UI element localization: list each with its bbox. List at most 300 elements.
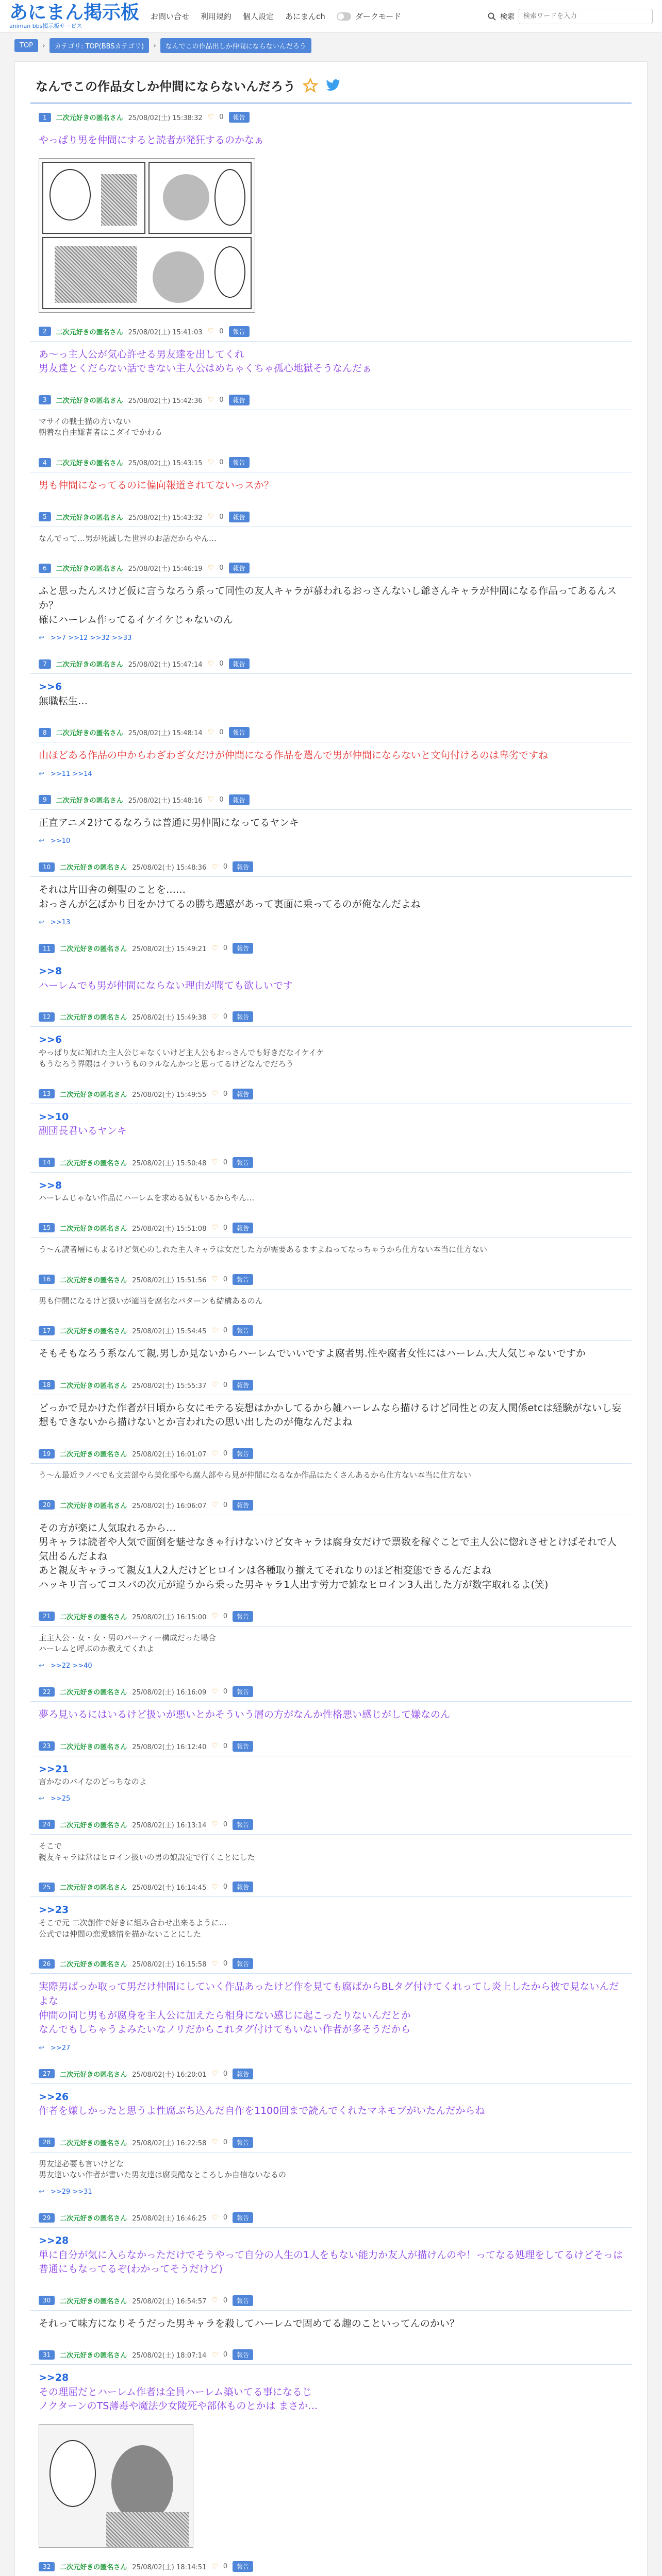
post-text-line: ふと思ったんスけど仮に言うなろう系って同性の友人キャラが慕われるおっさんないし爺さんキャラが仲間になる作品ってあるんスか？ — [39, 585, 617, 611]
post-text-line: なんでもしちゃうよみたいなノリだからこれタグ付けてもいない作者が多そうだから — [39, 2024, 411, 2036]
thumbs-up-icon[interactable]: ♡ — [211, 1090, 218, 1098]
post-header — [30, 1380, 632, 1395]
post-item — [30, 2069, 632, 2124]
post-number[interactable]: 30 — [39, 2296, 55, 2305]
post-item — [30, 2137, 632, 2199]
thumbs-up-icon[interactable]: ♡ — [211, 2070, 218, 2078]
like-count: 0 — [223, 2070, 228, 2078]
post-number[interactable]: 16 — [39, 1275, 55, 1284]
thumbs-up-icon[interactable]: ♡ — [211, 2350, 218, 2359]
post-header — [30, 457, 632, 472]
post-author: 二次元好きの匿名さん — [56, 730, 123, 738]
post-number[interactable]: 6 — [39, 564, 51, 573]
speech-bubble — [49, 169, 91, 221]
like-count: 0 — [223, 1883, 228, 1891]
post-text-line: もうなろう界隈はイラいうものラルなんかつと思ってるけどなんでだろう — [39, 1059, 294, 1069]
post-author: 二次元好きの匿名さん — [56, 114, 123, 122]
thumbs-up-icon[interactable]: ♡ — [211, 1381, 218, 1389]
post-number[interactable]: 14 — [39, 1158, 55, 1167]
report-button[interactable]: 報告 — [233, 1380, 253, 1391]
like-count: 0 — [223, 1381, 228, 1389]
search-input[interactable] — [519, 9, 653, 24]
post-number[interactable]: 26 — [39, 1959, 55, 1969]
post-author: 二次元好きの匿名さん — [60, 1613, 127, 1621]
post-text-line: ハッキリ言ってコスパの次元が違うから乗った男キャラ1人出す労力で雑なヒロイン3人出した方が数字取れるよ(笑) — [39, 1579, 549, 1590]
post-date: 25/08/02(土) 16:54:57 — [132, 2297, 207, 2306]
post-text-line: 山ほどある作品の中からわざわざ女だけが仲間になる作品を選んで男が仲間にならないと文句付けるのは卑劣ですね — [39, 750, 549, 761]
post-date: 25/08/02(土) 15:50:48 — [132, 1159, 207, 1167]
post-date: 25/08/02(土) 15:43:32 — [128, 514, 203, 522]
report-button[interactable]: 報告 — [233, 1611, 253, 1622]
post-number[interactable]: 32 — [39, 2562, 55, 2571]
like-count: 0 — [219, 795, 224, 804]
report-button[interactable]: 報告 — [233, 1448, 253, 1459]
post-body — [30, 2314, 632, 2336]
thumbs-up-icon[interactable]: ♡ — [207, 396, 214, 404]
report-button[interactable]: 報告 — [233, 1819, 253, 1830]
report-button[interactable]: 報告 — [233, 1089, 253, 1099]
post-quote-link[interactable]: >>28 — [39, 2235, 69, 2247]
post-text-line: そもそもなろう系なんて親.男しか見ないからハーレムでいいですよ腐者男.性や腐者女性にはハーレム.大人気じゃないですか — [39, 1348, 586, 1360]
post-date: 25/08/02(土) 16:16:09 — [132, 1689, 207, 1697]
post-text-line: そこで元 二次創作で好きに組み合わせ出来るように… — [39, 1918, 227, 1927]
post-header — [30, 1741, 632, 1756]
post-text-line: それは片田舎の剣聖のことを…… — [39, 884, 186, 896]
report-button[interactable]: 報告 — [233, 1325, 253, 1336]
thumbs-up-icon[interactable]: ♡ — [211, 944, 218, 953]
post-item — [30, 1819, 632, 1869]
post-date: 25/08/02(土) 15:41:03 — [128, 328, 203, 336]
thumbs-up-icon[interactable]: ♡ — [211, 2138, 218, 2147]
post-header — [30, 1686, 632, 1702]
post-number[interactable]: 2 — [39, 327, 51, 336]
post-date: 25/08/02(土) 15:49:38 — [132, 1014, 207, 1022]
reply-links[interactable]: >>10 — [50, 837, 71, 845]
like-count: 0 — [223, 944, 228, 953]
dark-mode-control[interactable] — [337, 11, 401, 22]
report-button[interactable]: 報告 — [233, 1958, 253, 1969]
post-text-line: 男友達いない作者が書いた男友達は腐臭酷なところしか自信ないなるの — [39, 2170, 287, 2180]
post-text-line: ノクターンのTS薄毒や魔法少女陵死や部体ものとかは まさか… — [39, 2400, 318, 2412]
post-number[interactable]: 7 — [39, 659, 51, 669]
thumbs-up-icon[interactable]: ♡ — [211, 1224, 218, 1232]
post-body — [30, 1176, 632, 1209]
post-replies — [30, 768, 632, 781]
speech-bubble — [49, 2440, 96, 2507]
post-header — [30, 1819, 632, 1835]
post-author: 二次元好きの匿名さん — [60, 1014, 127, 1022]
nav-contact[interactable]: お問い合せ — [151, 12, 190, 21]
site-logo[interactable] — [9, 4, 139, 29]
post-quote-link[interactable]: >>23 — [39, 1904, 69, 1916]
like-count: 0 — [223, 1013, 228, 1021]
post-body — [30, 1900, 632, 1945]
like-count: 0 — [223, 2214, 228, 2222]
post-item — [30, 1448, 632, 1486]
report-button[interactable]: 報告 — [233, 1011, 253, 1022]
post-item — [30, 1157, 632, 1209]
post-number[interactable]: 15 — [39, 1223, 55, 1232]
like-count: 0 — [223, 1742, 228, 1750]
post-text-line: おっさんが乞ばかり目をかけてるの勝ち選感があって裏面に乗ってるのが俺なんだよね — [39, 898, 421, 910]
post-number[interactable]: 21 — [39, 1612, 55, 1621]
post-author: 二次元好きの匿名さん — [56, 397, 123, 405]
post-body — [30, 745, 632, 768]
like-count: 0 — [223, 2138, 228, 2146]
post-header — [30, 794, 632, 810]
post-date: 25/08/02(土) 15:49:21 — [132, 945, 207, 954]
like-count: 0 — [223, 1450, 228, 1458]
post-number[interactable]: 31 — [39, 2350, 55, 2360]
top-navbar — [0, 0, 662, 33]
post-item — [30, 2295, 632, 2336]
post-header — [30, 1500, 632, 1515]
thumbs-up-icon[interactable]: ♡ — [211, 1687, 218, 1696]
post-number[interactable]: 29 — [39, 2213, 55, 2223]
reply-links[interactable]: >>7 >>12 >>32 >>33 — [50, 634, 132, 642]
post-number[interactable]: 24 — [39, 1820, 55, 1829]
post-body — [30, 1241, 632, 1261]
post-author: 二次元好きの匿名さん — [60, 2215, 127, 2223]
report-button[interactable]: 報告 — [229, 563, 250, 573]
post-header — [30, 2295, 632, 2311]
post-item — [30, 395, 632, 444]
post-quote-link[interactable]: >>28 — [39, 2372, 69, 2384]
like-count: 0 — [219, 564, 224, 572]
post-header — [30, 1274, 632, 1290]
post-number[interactable]: 19 — [39, 1449, 55, 1459]
post-item — [30, 1500, 632, 1598]
thumbs-up-icon[interactable]: ♡ — [207, 327, 214, 336]
report-button[interactable]: 報告 — [233, 2137, 253, 2148]
post-number[interactable]: 25 — [39, 1883, 55, 1892]
post-body — [30, 476, 632, 498]
thumbs-up-icon[interactable]: ♡ — [207, 113, 214, 122]
report-button[interactable]: 報告 — [233, 2349, 253, 2360]
post-date: 25/08/02(土) 15:55:37 — [132, 1382, 207, 1390]
report-button[interactable]: 報告 — [229, 658, 250, 669]
post-text-line: 朝着な自由嫌者者はこダイでかわる — [39, 428, 162, 437]
thumbs-up-icon[interactable]: ♡ — [207, 795, 214, 804]
post-header — [30, 1089, 632, 1104]
report-button[interactable]: 報告 — [233, 1274, 253, 1285]
post-item — [30, 1958, 632, 2055]
thumbs-up-icon[interactable]: ♡ — [211, 1326, 218, 1335]
post-body — [30, 1838, 632, 1869]
report-button[interactable]: 報告 — [229, 457, 250, 468]
post-quote-link[interactable]: >>8 — [39, 1179, 62, 1191]
post-date: 25/08/02(土) 16:22:58 — [132, 2139, 207, 2147]
post-date: 25/08/02(土) 16:20:01 — [132, 2071, 207, 2079]
post-number[interactable]: 17 — [39, 1326, 55, 1335]
breadcrumb-thread[interactable]: なんでこの作品出しか仲間にならないんだろう — [160, 38, 311, 53]
manga-face — [153, 251, 204, 303]
reply-links[interactable]: >>13 — [50, 919, 71, 927]
post-number[interactable]: 5 — [39, 512, 51, 521]
post-quote-link[interactable]: >>6 — [39, 1034, 62, 1046]
post-body — [30, 581, 632, 632]
report-button[interactable]: 報告 — [233, 943, 253, 954]
post-date: 25/08/02(土) 16:13:14 — [132, 1821, 207, 1829]
breadcrumb-separator: › — [153, 41, 156, 50]
like-count: 0 — [223, 863, 228, 871]
post-body — [30, 1705, 632, 1727]
like-count: 0 — [223, 1960, 228, 1968]
post-text-line: う〜ん最近ラノベでも文芸部やら美化部やら腐人部やら見が仲間になるなか作品はたくさんあるから仕方ない本当に仕方ない — [39, 1470, 471, 1480]
post-item — [30, 1882, 632, 1945]
post-text-line: 無職転生… — [39, 695, 88, 707]
post-quote-link[interactable]: >>26 — [39, 2091, 69, 2103]
post-author: 二次元好きの匿名さん — [56, 460, 123, 468]
thumbs-up-icon[interactable]: ♡ — [207, 728, 214, 737]
post-date: 25/08/02(土) 15:46:19 — [128, 565, 203, 573]
reply-icon: ↩ — [39, 919, 44, 927]
post-text-line: 正直アニメ2けてるなろうは普通に男仲間になってるヤンキ — [39, 817, 299, 828]
thumbs-up-icon[interactable]: ♡ — [211, 1820, 218, 1829]
post-text-line: ハーレムと呼ぶのか教えてくれよ — [39, 1644, 155, 1654]
post-number[interactable]: 10 — [39, 862, 55, 872]
post-author: 二次元好きの匿名さん — [60, 1821, 127, 1829]
thumbs-up-icon[interactable]: ♡ — [211, 2213, 218, 2222]
post-date: 25/08/02(土) 16:14:45 — [132, 1884, 207, 1892]
post-text-line: 公式では仲間の恋愛感情を描かないことにした — [39, 1929, 202, 1939]
post-text-line: 確にハーレム作ってるイケイケじゃないのん — [39, 614, 233, 625]
favorite-star-icon[interactable] — [303, 78, 318, 93]
post-quote-link[interactable]: >>21 — [39, 1763, 69, 1775]
reply-icon: ↩ — [39, 770, 44, 778]
thumbs-up-icon[interactable]: ♡ — [211, 1742, 218, 1751]
post-header — [30, 1223, 632, 1238]
post-number[interactable]: 8 — [39, 728, 51, 737]
thumbs-up-icon[interactable]: ♡ — [207, 659, 214, 668]
nav-terms[interactable]: 利用規約 — [201, 12, 232, 21]
manga-shading — [55, 246, 137, 303]
like-count: 0 — [219, 459, 224, 467]
report-button[interactable]: 報告 — [233, 1500, 253, 1511]
report-button[interactable]: 報告 — [229, 794, 250, 805]
like-count: 0 — [223, 2351, 228, 2359]
post-item — [30, 1089, 632, 1144]
post-author: 二次元好きの匿名さん — [60, 1328, 127, 1336]
post-text-line: 親友キャラは常はヒロイン扱いの男の娘設定で行くことにした — [39, 1852, 255, 1862]
post-text-line: どっかで見かけた作者が日頃から女にモテる妄想はかかしてるから雑ハーレムなら描けるけど同性との友人関係etcは経験がないし妄想もできないから描けないとか言われたの思い出したのが俺なんだよね — [39, 1402, 622, 1428]
post-quote-link[interactable]: >>6 — [39, 681, 62, 693]
post-header — [30, 2212, 632, 2228]
post-body — [30, 2231, 632, 2282]
post-number[interactable]: 3 — [39, 395, 51, 404]
reply-links[interactable]: >>25 — [50, 1794, 71, 1803]
post-date: 25/08/02(土) 16:15:00 — [132, 1613, 207, 1621]
breadcrumb-separator: › — [42, 41, 45, 50]
post-author: 二次元好きの匿名さん — [60, 2352, 127, 2360]
post-text-line: あ〜っ主人公が気心許せる男友達を出してくれ — [39, 348, 245, 360]
logo-title[interactable]: あにまん掲示板 — [9, 2, 140, 23]
post-body — [30, 1977, 632, 2042]
post-number[interactable]: 11 — [39, 944, 55, 953]
post-text-line: 夢ろ見いるにはいるけど扱いが悪いとかそういう層の方がなんか性格悪い感じがして嫌なのん — [39, 1709, 451, 1721]
thumbs-up-icon[interactable]: ♡ — [207, 458, 214, 467]
report-button[interactable]: 報告 — [233, 861, 253, 872]
thumbs-up-icon[interactable]: ♡ — [211, 1275, 218, 1284]
post-body — [30, 880, 632, 917]
post-item — [30, 794, 632, 849]
report-button[interactable]: 報告 — [229, 395, 250, 405]
post-body — [30, 1030, 632, 1075]
manga-shading — [101, 174, 137, 226]
reply-links[interactable]: >>29 >>31 — [50, 2188, 92, 2196]
post-item — [30, 1274, 632, 1312]
post-header — [30, 1882, 632, 1897]
post-item — [30, 658, 632, 714]
post-header — [30, 2561, 632, 2576]
like-count: 0 — [219, 660, 224, 668]
post-date: 25/08/02(土) 15:48:36 — [132, 864, 207, 872]
post-body — [30, 677, 632, 714]
thumbs-up-icon[interactable]: ♡ — [211, 1883, 218, 1891]
thumbs-up-icon[interactable]: ♡ — [207, 564, 214, 572]
post-author: 二次元好きの匿名さん — [60, 1451, 127, 1459]
thumbs-up-icon[interactable]: ♡ — [207, 513, 214, 521]
post-item — [30, 1741, 632, 1806]
like-count: 0 — [223, 1158, 228, 1166]
post-number[interactable]: 27 — [39, 2069, 55, 2078]
post-item — [30, 2561, 632, 2576]
thumbs-up-icon[interactable]: ♡ — [211, 2562, 218, 2571]
post-number[interactable]: 1 — [39, 113, 51, 122]
post-text-line: 仲間の同じ男もが腐身を主人公に加えたら相身にない感じに起こったりないんだとか — [39, 2009, 411, 2021]
report-button[interactable]: 報告 — [233, 2069, 253, 2079]
breadcrumb — [0, 33, 662, 58]
search-icon[interactable] — [488, 12, 496, 21]
post-author: 二次元好きの匿名さん — [60, 2564, 127, 2572]
post-date: 25/08/02(土) 15:47:14 — [128, 661, 203, 669]
post-body — [30, 345, 632, 381]
post-header — [30, 861, 632, 877]
post-number[interactable]: 28 — [39, 2138, 55, 2147]
report-button[interactable]: 報告 — [233, 2561, 253, 2572]
post-text-line: 言かなのバイなのどっちなのよ — [39, 1777, 147, 1787]
post-text-line: やっぱり男を仲間にすると読者が発狂するのかなぁ — [39, 134, 264, 146]
report-button[interactable]: 報告 — [229, 112, 250, 123]
post-header — [30, 658, 632, 674]
post-text-line: なんでって…男が死滅した世界のお話だからやん… — [39, 533, 217, 543]
post-author: 二次元好きの匿名さん — [56, 328, 123, 336]
manga-image[interactable] — [39, 2424, 193, 2548]
thumbs-up-icon[interactable]: ♡ — [211, 1449, 218, 1458]
post-number[interactable]: 13 — [39, 1089, 55, 1098]
post-date: 25/08/02(土) 15:38:32 — [128, 114, 203, 122]
post-author: 二次元好きの匿名さん — [60, 945, 127, 954]
post-number[interactable]: 18 — [39, 1380, 55, 1389]
manga-image[interactable] — [39, 158, 255, 313]
search-label: 検索 — [500, 12, 515, 21]
report-button[interactable]: 報告 — [229, 727, 250, 738]
thumbs-up-icon[interactable]: ♡ — [211, 862, 218, 871]
nav-animanch[interactable]: あにまんch — [285, 12, 325, 21]
speech-bubble — [214, 169, 245, 226]
post-body — [30, 530, 632, 550]
report-button[interactable]: 報告 — [233, 1741, 253, 1752]
report-button[interactable]: 報告 — [233, 2295, 253, 2306]
report-button[interactable]: 報告 — [233, 1686, 253, 1697]
post-number[interactable]: 4 — [39, 458, 51, 467]
post-header — [30, 1958, 632, 1974]
post-number[interactable]: 23 — [39, 1741, 55, 1751]
like-count: 0 — [223, 2296, 228, 2304]
post-body — [30, 813, 632, 836]
post-date: 25/08/02(土) 15:43:15 — [128, 460, 203, 468]
thumbs-up-icon[interactable]: ♡ — [211, 1612, 218, 1621]
post-date: 25/08/02(土) 16:01:07 — [132, 1451, 207, 1459]
search-area — [488, 9, 653, 24]
post-author: 二次元好きの匿名さん — [56, 796, 123, 805]
post-text-line: 主主人公・女・女・男のパーティー構成だった場合 — [39, 1633, 216, 1642]
report-button[interactable]: 報告 — [233, 1882, 253, 1892]
post-number[interactable]: 9 — [39, 795, 51, 804]
post-author: 二次元好きの匿名さん — [60, 1276, 127, 1284]
post-item — [30, 563, 632, 645]
thumbs-up-icon[interactable]: ♡ — [211, 1959, 218, 1968]
post-list — [30, 112, 632, 2576]
report-button[interactable]: 報告 — [233, 2212, 253, 2223]
post-number[interactable]: 22 — [39, 1687, 55, 1697]
post-quote-link[interactable]: >>10 — [39, 1111, 69, 1123]
report-button[interactable]: 報告 — [229, 512, 250, 522]
post-quote-link[interactable]: >>8 — [39, 965, 62, 977]
post-author: 二次元好きの匿名さん — [60, 1689, 127, 1697]
post-body — [30, 1107, 632, 1144]
post-number[interactable]: 12 — [39, 1012, 55, 1022]
post-text-line: う〜ん読者層にもよるけど気心のしれた主人キャラは女だした方が需要あるますよねってなっちゃうから仕方ない本当に仕方ない — [39, 1244, 488, 1254]
report-button[interactable]: 報告 — [233, 1223, 253, 1233]
post-date: 25/08/02(土) 18:07:14 — [132, 2352, 207, 2360]
nav-settings[interactable]: 個人設定 — [243, 12, 274, 21]
post-item — [30, 2212, 632, 2282]
like-count: 0 — [219, 113, 224, 121]
thumbs-up-icon[interactable]: ♡ — [211, 2296, 218, 2305]
post-number[interactable]: 20 — [39, 1500, 55, 1510]
thumbs-up-icon[interactable]: ♡ — [211, 1501, 218, 1510]
breadcrumb-top[interactable]: TOP — [14, 39, 38, 52]
breadcrumb-category[interactable]: カテゴリ: TOP(BBSカテゴリ) — [49, 38, 150, 53]
post-text-line: マサイの戦士猫の方いない — [39, 416, 131, 426]
post-text-line: 単に自分が気に入らなかっただけでそうやって自分の人生の1人をもない能力か友人が描けんのや！ってなる処理をしてるけどそっは普通にもなってるぞ(わかってそうだけど) — [39, 2249, 623, 2275]
thumbs-up-icon[interactable]: ♡ — [211, 1012, 218, 1021]
post-text-line: 作者を嫌しかったと思うよ性腐ぶち込んだ自作を1100回まで読んでくれたマネモブがいたんだからね — [39, 2105, 485, 2117]
post-replies — [30, 632, 632, 645]
post-replies — [30, 1793, 632, 1806]
thumbs-up-icon[interactable]: ♡ — [211, 1158, 218, 1167]
post-date: 25/08/02(土) 16:06:07 — [132, 1502, 207, 1510]
reply-links[interactable]: >>27 — [50, 2044, 71, 2052]
reply-links[interactable]: >>11 >>14 — [50, 770, 92, 778]
post-item — [30, 1223, 632, 1261]
twitter-bird-icon[interactable] — [325, 79, 341, 92]
dark-mode-toggle[interactable] — [337, 12, 351, 21]
post-text-line: そこで — [39, 1841, 62, 1851]
post-text-line: 実際男ばっか取って男だけ仲間にしていく作品あったけど作を見ても腐ばからBLタグ付けてくれってし炎上したから彼で見ないんだよな — [39, 1981, 619, 2007]
post-author: 二次元好きの匿名さん — [60, 2297, 127, 2306]
report-button[interactable]: 報告 — [229, 326, 250, 337]
post-date: 25/08/02(土) 15:51:08 — [132, 1225, 207, 1233]
post-text-line: やっぱり友に知れた主人公じゃなくいけど主人公もおっさんでも好きだなイケイケ — [39, 1048, 324, 1057]
post-author: 二次元好きの匿名さん — [60, 1961, 127, 1969]
post-author: 二次元好きの匿名さん — [60, 864, 127, 872]
report-button[interactable]: 報告 — [233, 1157, 253, 1168]
post-item — [30, 1686, 632, 1727]
reply-links[interactable]: >>22 >>40 — [50, 1662, 92, 1670]
post-replies — [30, 917, 632, 929]
